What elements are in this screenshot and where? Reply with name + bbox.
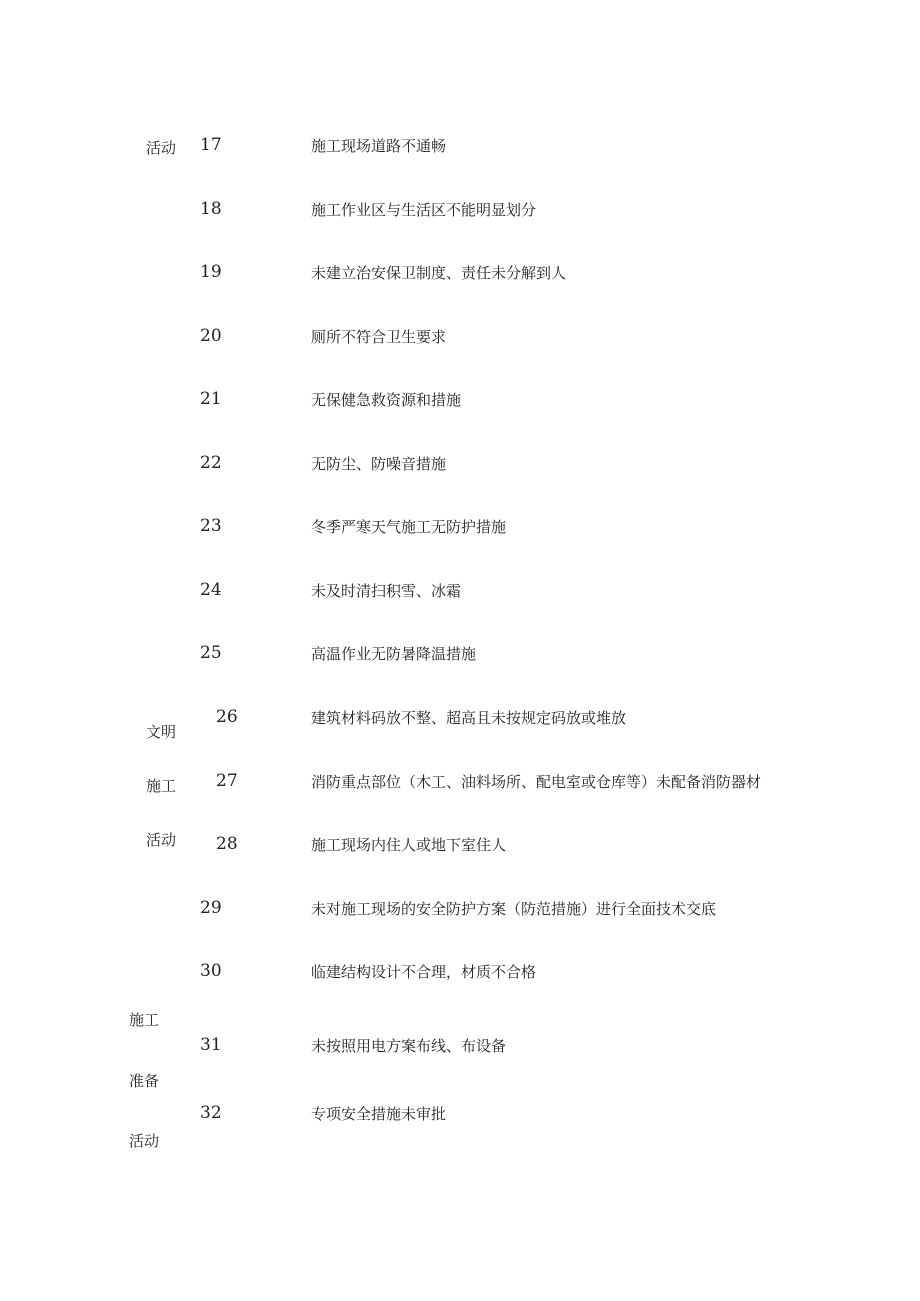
row-number: 17 [200,135,222,155]
category-label-prep-activity: 活动 [129,1132,160,1150]
row-number: 24 [200,580,222,600]
row-description: 冬季严寒天气施工无防护措施 [311,518,507,536]
row-description: 未对施工现场的安全防护方案（防范措施）进行全面技术交底 [311,900,717,918]
row-number: 32 [200,1103,222,1123]
row-number: 29 [200,898,222,918]
category-label-preparation: 准备 [129,1072,160,1090]
row-number: 26 [216,707,238,727]
row-number: 22 [200,453,222,473]
row-number: 30 [200,961,222,981]
row-number: 19 [200,262,222,282]
category-label-civil: 文明 [146,723,177,741]
row-number: 31 [200,1035,222,1055]
row-number: 27 [216,771,238,791]
row-description: 未按照用电方案布线、布设备 [311,1037,507,1055]
row-number: 28 [216,834,238,854]
row-description: 高温作业无防暑降温措施 [311,645,477,663]
row-description: 专项安全措施未审批 [311,1105,447,1123]
row-number: 20 [200,326,222,346]
row-description: 临建结构设计不合理，材质不合格 [311,963,537,981]
row-description: 未及时清扫积雪、冰霜 [311,582,462,600]
row-description: 施工现场内住人或地下室住人 [311,836,507,854]
category-label-activity-clipped-wrap [146,831,186,849]
row-number: 25 [200,643,222,663]
category-label-construction-prep: 施工 [129,1011,160,1029]
row-description: 建筑材料码放不整、超高且未按规定码放或堆放 [311,709,627,727]
row-description: 未建立治安保卫制度、责任未分解到人 [311,264,567,282]
row-number: 23 [200,516,222,536]
row-description: 厕所不符合卫生要求 [311,328,447,346]
row-number: 21 [200,389,222,409]
row-description: 消防重点部位（木工、油料场所、配电室或仓库等）未配备消防器材 [311,773,762,791]
row-description: 无保健急救资源和措施 [311,391,462,409]
row-description: 无防尘、防噪音措施 [311,455,447,473]
category-label-construction: 施工 [146,777,177,795]
row-description: 施工作业区与生活区不能明显划分 [311,201,537,219]
category-label-activity: 活动 [146,139,177,157]
category-label-activity-clipped: 活动 [146,831,177,849]
row-number: 18 [200,199,222,219]
row-description: 施工现场道路不通畅 [311,137,447,155]
